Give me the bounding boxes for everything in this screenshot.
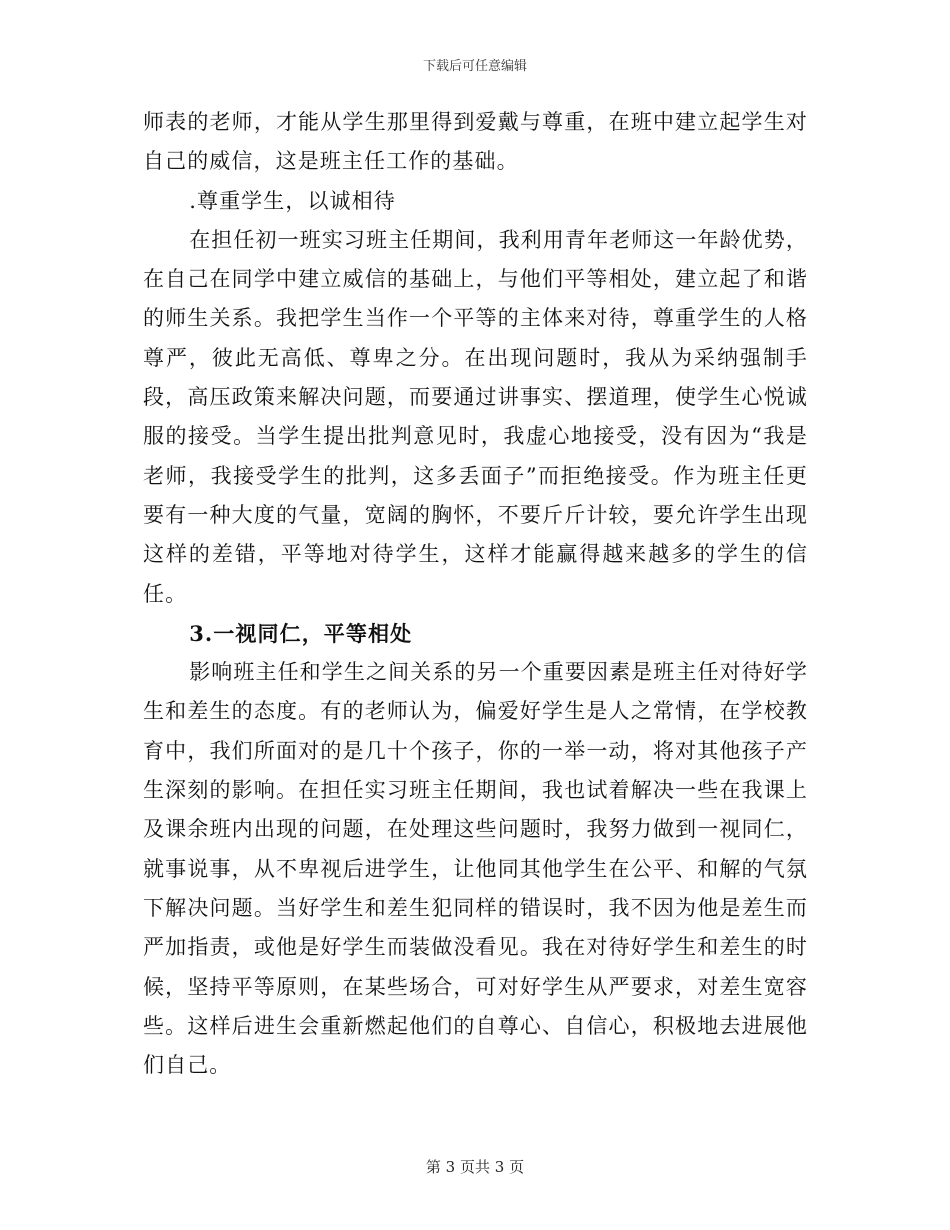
section-heading-3: 3.一视同仁，平等相处 — [189, 620, 413, 646]
page-number: 第 3 页共 3 页 — [425, 1158, 525, 1176]
paragraph-3: 影响班主任和学生之间关系的另一个重要因素是班主任对待好学生和差生的态度。有的老师认为，偏爱好学生是人之常情，在学校教育中，我们所面对的是几十个孩子，你的一举一动，将对其他孩子产生深刻的影响。在担任实习班主任期间，我也试着解决一些在我课上及课余班内出现的问题，在处理这些问题时，我努力做到一视同仁，就事说事，从不卑视后进学生，让他同其他学生在公平、和解的气氛下解决问题。当好学生和差生犯同样的错误时，我不因为他是差生而严加指责，或他是好学生而装做没看见。我在对待好学生和差生的时候，坚持平等原则，在某些场合，可对好学生从严要求，对差生宽容些。这样后进生会重新燃起他们的自尊心、自信心，积极地去进展他们自己。 — [143, 660, 808, 1078]
document-body — [143, 103, 808, 1085]
paragraph-1: 师表的老师，才能从学生那里得到爱戴与尊重，在班中建立起学生对自己的威信，这是班主任工作的基础。 — [143, 110, 808, 174]
section-heading-2: .尊重学生，以诚相待 — [189, 188, 396, 213]
header-note: 下载后可任意编辑 — [422, 59, 527, 74]
paragraph-2: 在担任初一班实习班主任期间，我利用青年老师这一年龄优势，在自己在同学中建立威信的基础上，与他们平等相处，建立起了和谐的师生关系。我把学生当作一个平等的主体来对待，尊重学生的人格尊严，彼此无高低、尊卑之分。在出现问题时，我从为采纳强制手段，高压政策来解决问题，而要通过讲事实、摆道理，使学生心悦诚服的接受。当学生提出批判意见时，我虚心地接受，没有因为“我是老师，我接受学生的批判，这多丢面子”而拒绝接受。作为班主任更要有一种大度的气量，宽阔的胸怀，不要斤斤计较，要允许学生出现这样的差错，平等地对待学生，这样才能赢得越来越多的学生的信任。 — [143, 227, 808, 606]
